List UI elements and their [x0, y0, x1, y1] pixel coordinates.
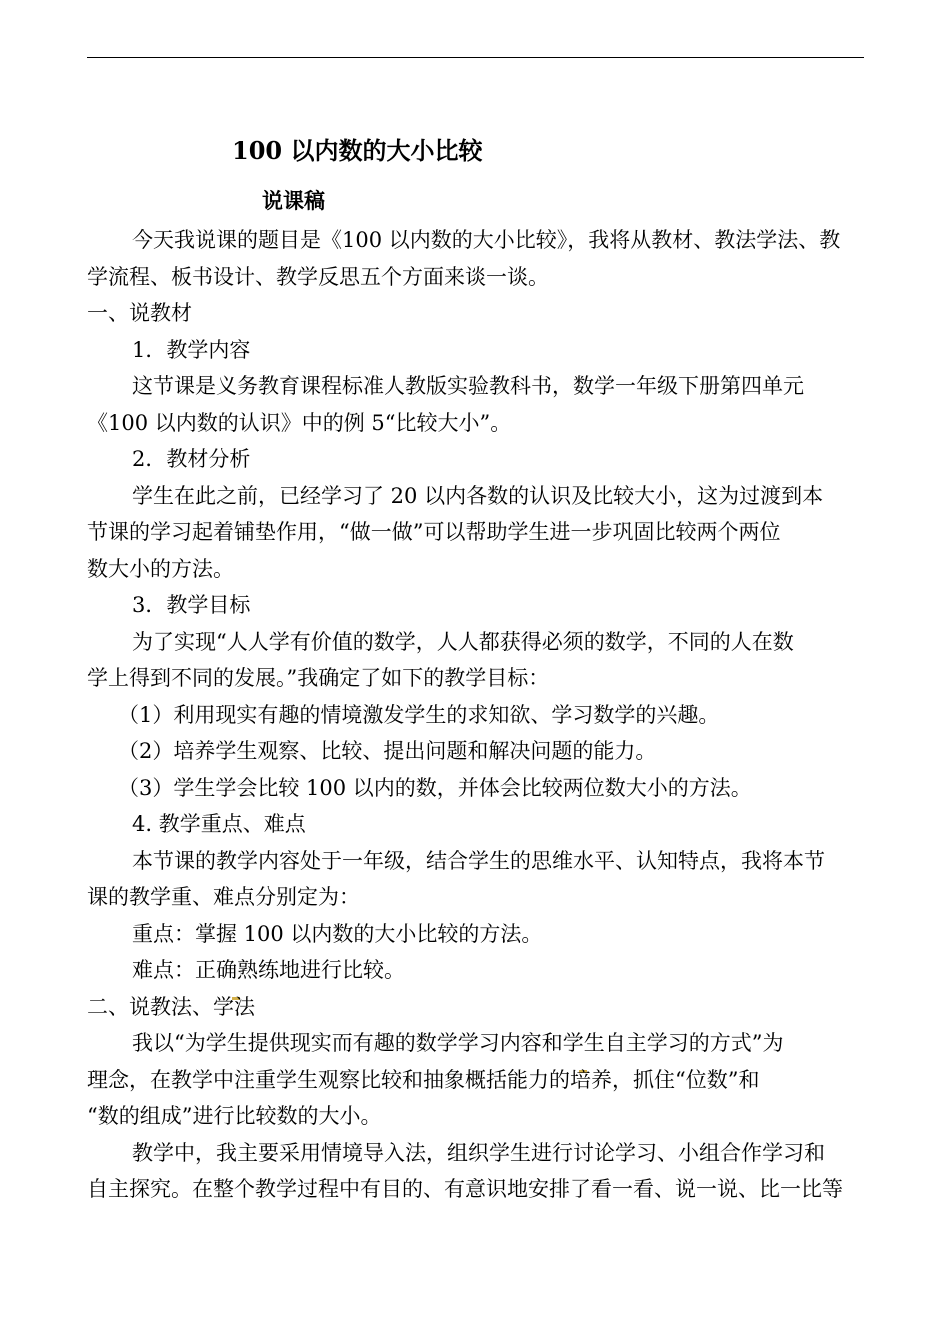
paragraph-line: [132, 1029, 783, 1057]
objective-item: （1）利用现实有趣的情境激发学生的求知欲、学习数学的兴趣。: [118, 703, 720, 727]
method-text-part2: 生自主学习的方式”为: [583, 1031, 784, 1055]
paragraph-line: 教学中，我主要采用情境导入法，组织学生进行讨论学习、小组合作学习和: [132, 1141, 825, 1165]
section-heading: 二、说教法、学法: [87, 995, 255, 1019]
paragraph-line: 《100 以内数的认识》中的例 5“比较大小”。: [87, 411, 512, 435]
paragraph-line: 为了实现“人人学有价值的数学，人人都获得必须的数学，不同的人在数: [132, 630, 794, 654]
paragraph-line: 学生在此之前，已经学习了 20 以内各数的认识及比较大小，这为过渡到本: [132, 484, 824, 508]
paragraph-line: 理念，在教学中注重学生观察比较和抽象概括能力的培养，抓住“位数”和: [87, 1068, 760, 1092]
method-text-part1: 我以“为学生提供现实而有趣的数学学习内容和学: [132, 1031, 584, 1055]
paragraph-line: 学上得到不同的发展。”我确定了如下的教学目标：: [87, 666, 550, 690]
subsection-heading: 4. 教学重点、难点: [132, 812, 306, 836]
difficulty-line: [132, 956, 405, 984]
subsection-heading: 3．教学目标: [132, 593, 251, 617]
header-rule: [87, 57, 864, 58]
key-point-line: 重点：掌握 100 以内数的大小比较的方法。: [132, 922, 543, 946]
page-title: 100 以内数的大小比较: [232, 136, 483, 165]
paragraph-line: 这节课是义务教育课程标准人教版实验教科书，数学一年级下册第四单元: [132, 374, 804, 398]
objective-item: （2）培养学生观察、比较、提出问题和解决问题的能力。: [118, 739, 657, 763]
paragraph-line: 本节课的教学内容处于一年级，结合学生的思维水平、认知特点，我将本节: [132, 849, 825, 873]
paragraph-line: 数大小的方法。: [87, 557, 234, 581]
objective-item: （3）学生学会比较 100 以内的数，并体会比较两位数大小的方法。: [118, 776, 752, 800]
subsection-heading: 1．教学内容: [132, 338, 251, 362]
page-subtitle: 说课稿: [262, 188, 325, 213]
paragraph-line: “数的组成”进行比较数的大小。: [87, 1104, 382, 1128]
subsection-heading: 2．教材分析: [132, 447, 251, 471]
section-heading: 一、说教材: [87, 301, 192, 325]
difficulty-text-part2: 熟练地进行比较。: [237, 958, 405, 982]
paragraph-line: 今天我说课的题目是《100 以内数的大小比较》，我将从教材、教法学法、教: [132, 228, 841, 252]
paragraph-line: 自主探究。在整个教学过程中有目的、有意识地安排了看一看、说一说、比一比等: [87, 1177, 843, 1201]
difficulty-text-part1: 难点：正确: [132, 958, 237, 982]
paragraph-line: 学流程、板书设计、教学反思五个方面来谈一谈。: [87, 265, 549, 289]
paragraph-line: 课的教学重、难点分别定为：: [87, 885, 360, 909]
paragraph-line: 节课的学习起着铺垫作用，“做一做”可以帮助学生进一步巩固比较两个两位: [87, 520, 781, 544]
